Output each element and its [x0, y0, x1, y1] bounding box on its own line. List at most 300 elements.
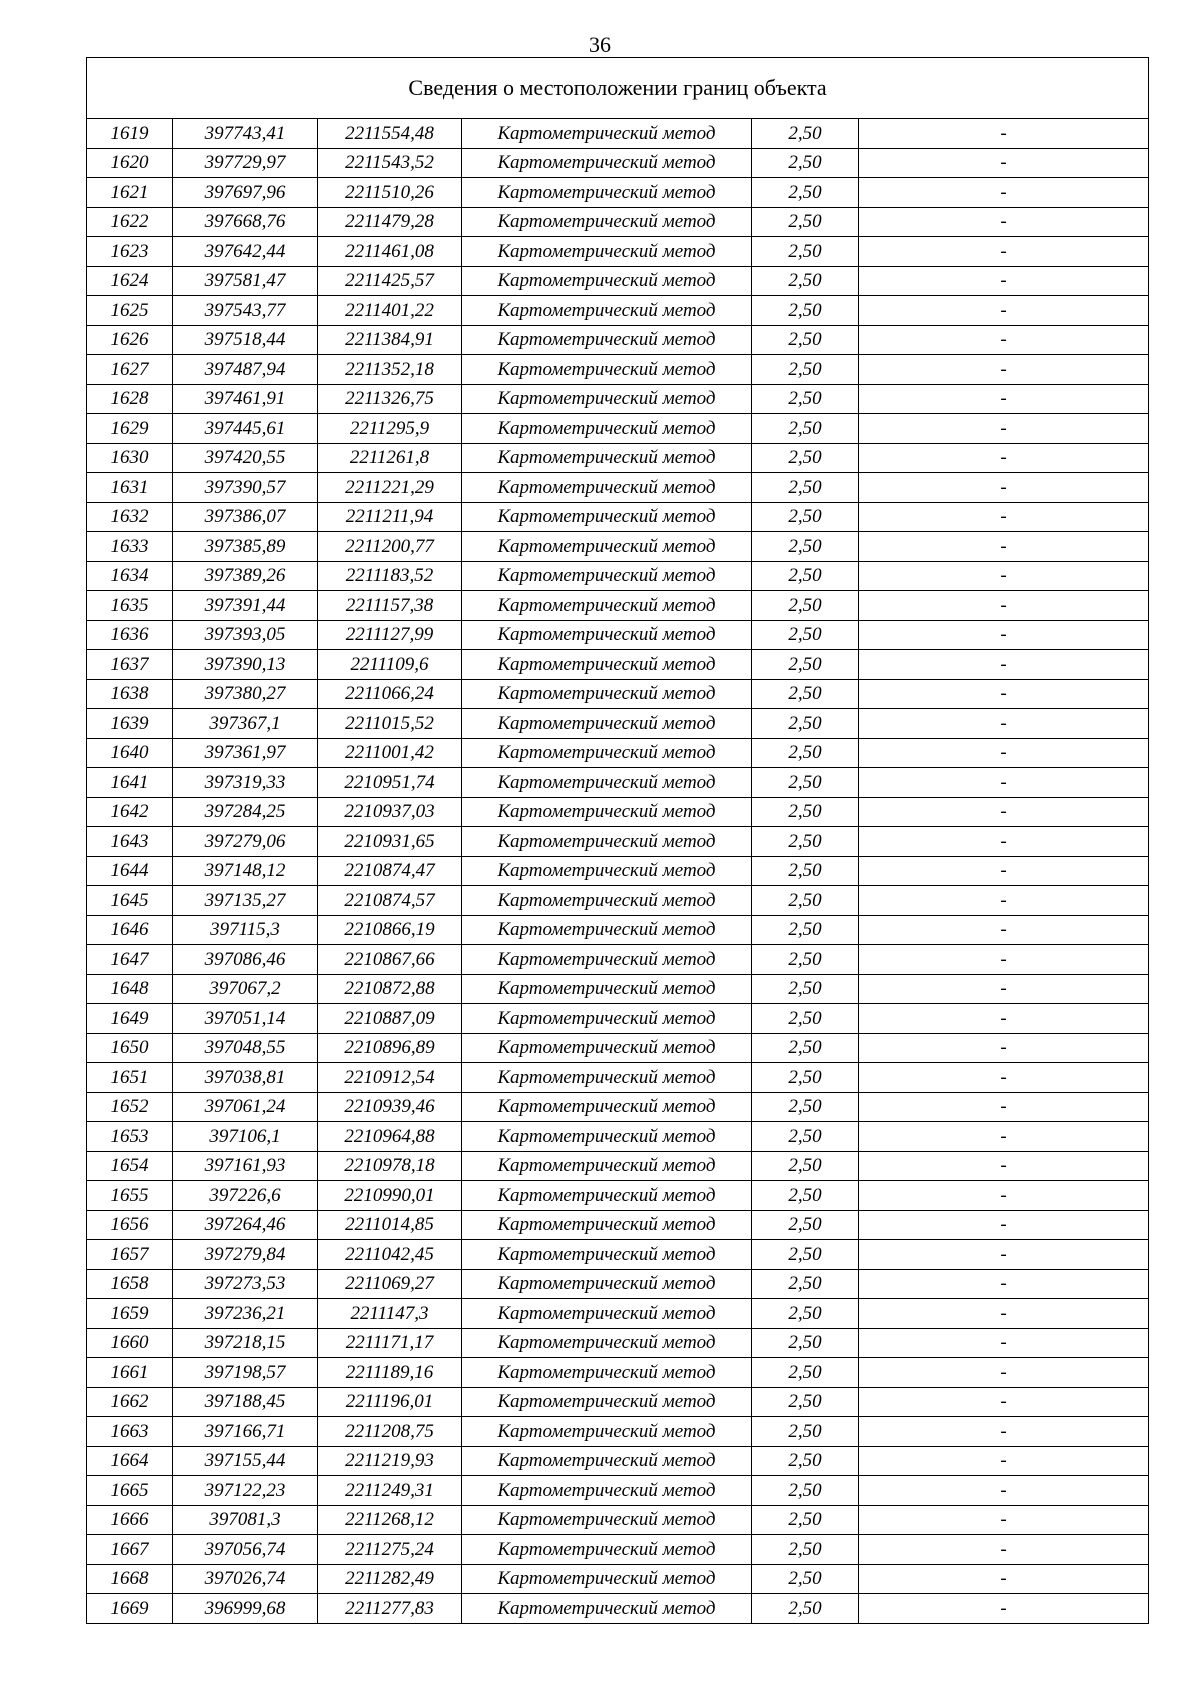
- y-coordinate-cell: 2211171,17: [318, 1328, 462, 1358]
- point-number-cell: 1665: [87, 1476, 173, 1506]
- x-coordinate-cell: 397279,84: [173, 1240, 318, 1270]
- description-cell: -: [859, 1535, 1149, 1565]
- description-cell: -: [859, 650, 1149, 680]
- method-cell: Картометрический метод: [462, 650, 752, 680]
- method-cell: Картометрический метод: [462, 1476, 752, 1506]
- accuracy-cell: 2,50: [752, 945, 859, 975]
- table-row: [87, 886, 1149, 916]
- description-cell: -: [859, 561, 1149, 591]
- point-number-cell: 1639: [87, 709, 173, 739]
- method-cell: Картометрический метод: [462, 1063, 752, 1093]
- accuracy-cell: 2,50: [752, 974, 859, 1004]
- y-coordinate-cell: 2211200,77: [318, 532, 462, 562]
- accuracy-cell: 2,50: [752, 709, 859, 739]
- x-coordinate-cell: 397056,74: [173, 1535, 318, 1565]
- table-row: [87, 502, 1149, 532]
- table-row: [87, 237, 1149, 267]
- point-number-cell: 1664: [87, 1446, 173, 1476]
- table-row: [87, 679, 1149, 709]
- x-coordinate-cell: 397106,1: [173, 1122, 318, 1152]
- method-cell: Картометрический метод: [462, 148, 752, 178]
- table-row: [87, 827, 1149, 857]
- method-cell: Картометрический метод: [462, 768, 752, 798]
- description-cell: -: [859, 532, 1149, 562]
- method-cell: Картометрический метод: [462, 679, 752, 709]
- table-row: [87, 1328, 1149, 1358]
- y-coordinate-cell: 2211014,85: [318, 1210, 462, 1240]
- description-cell: -: [859, 1446, 1149, 1476]
- y-coordinate-cell: 2211219,93: [318, 1446, 462, 1476]
- accuracy-cell: 2,50: [752, 296, 859, 326]
- table-row: [87, 1535, 1149, 1565]
- table-row: [87, 1151, 1149, 1181]
- description-cell: -: [859, 797, 1149, 827]
- y-coordinate-cell: 2211249,31: [318, 1476, 462, 1506]
- method-cell: Картометрический метод: [462, 1181, 752, 1211]
- y-coordinate-cell: 2211268,12: [318, 1505, 462, 1535]
- x-coordinate-cell: 397668,76: [173, 207, 318, 237]
- table-row: [87, 620, 1149, 650]
- point-number-cell: 1630: [87, 443, 173, 473]
- point-number-cell: 1633: [87, 532, 173, 562]
- point-number-cell: 1631: [87, 473, 173, 503]
- x-coordinate-cell: 397385,89: [173, 532, 318, 562]
- description-cell: -: [859, 384, 1149, 414]
- y-coordinate-cell: 2211401,22: [318, 296, 462, 326]
- point-number-cell: 1645: [87, 886, 173, 916]
- method-cell: Картометрический метод: [462, 1210, 752, 1240]
- accuracy-cell: 2,50: [752, 1033, 859, 1063]
- x-coordinate-cell: 397461,91: [173, 384, 318, 414]
- accuracy-cell: 2,50: [752, 148, 859, 178]
- accuracy-cell: 2,50: [752, 1328, 859, 1358]
- y-coordinate-cell: 2210912,54: [318, 1063, 462, 1093]
- method-cell: Картометрический метод: [462, 414, 752, 444]
- description-cell: -: [859, 827, 1149, 857]
- method-cell: Картометрический метод: [462, 473, 752, 503]
- description-cell: -: [859, 679, 1149, 709]
- x-coordinate-cell: 397389,26: [173, 561, 318, 591]
- x-coordinate-cell: 397218,15: [173, 1328, 318, 1358]
- description-cell: -: [859, 1004, 1149, 1034]
- x-coordinate-cell: 397048,55: [173, 1033, 318, 1063]
- description-cell: -: [859, 1594, 1149, 1624]
- description-cell: -: [859, 1358, 1149, 1388]
- x-coordinate-cell: 397061,24: [173, 1092, 318, 1122]
- accuracy-cell: 2,50: [752, 502, 859, 532]
- x-coordinate-cell: 397236,21: [173, 1299, 318, 1329]
- table-row: [87, 119, 1149, 149]
- y-coordinate-cell: 2211282,49: [318, 1564, 462, 1594]
- x-coordinate-cell: 397518,44: [173, 325, 318, 355]
- table-row: [87, 1181, 1149, 1211]
- x-coordinate-cell: 397445,61: [173, 414, 318, 444]
- y-coordinate-cell: 2211109,6: [318, 650, 462, 680]
- description-cell: -: [859, 207, 1149, 237]
- description-cell: -: [859, 768, 1149, 798]
- y-coordinate-cell: 2211326,75: [318, 384, 462, 414]
- table-row: [87, 1358, 1149, 1388]
- table-title: Сведения о местоположении границ объекта: [87, 58, 1149, 119]
- point-number-cell: 1624: [87, 266, 173, 296]
- table-row: [87, 532, 1149, 562]
- description-cell: -: [859, 355, 1149, 385]
- table-row: [87, 1594, 1149, 1624]
- table-row: [87, 561, 1149, 591]
- point-number-cell: 1657: [87, 1240, 173, 1270]
- y-coordinate-cell: 2211221,29: [318, 473, 462, 503]
- x-coordinate-cell: 397188,45: [173, 1387, 318, 1417]
- description-cell: -: [859, 1122, 1149, 1152]
- y-coordinate-cell: 2210896,89: [318, 1033, 462, 1063]
- x-coordinate-cell: 397487,94: [173, 355, 318, 385]
- point-number-cell: 1666: [87, 1505, 173, 1535]
- y-coordinate-cell: 2211425,57: [318, 266, 462, 296]
- x-coordinate-cell: 397319,33: [173, 768, 318, 798]
- x-coordinate-cell: 397226,6: [173, 1181, 318, 1211]
- method-cell: Картометрический метод: [462, 1564, 752, 1594]
- accuracy-cell: 2,50: [752, 1387, 859, 1417]
- description-cell: -: [859, 1210, 1149, 1240]
- point-number-cell: 1640: [87, 738, 173, 768]
- accuracy-cell: 2,50: [752, 178, 859, 208]
- method-cell: Картометрический метод: [462, 443, 752, 473]
- accuracy-cell: 2,50: [752, 1476, 859, 1506]
- x-coordinate-cell: 397135,27: [173, 886, 318, 916]
- accuracy-cell: 2,50: [752, 237, 859, 267]
- y-coordinate-cell: 2211295,9: [318, 414, 462, 444]
- y-coordinate-cell: 2211147,3: [318, 1299, 462, 1329]
- x-coordinate-cell: 397155,44: [173, 1446, 318, 1476]
- description-cell: -: [859, 178, 1149, 208]
- point-number-cell: 1653: [87, 1122, 173, 1152]
- y-coordinate-cell: 2211352,18: [318, 355, 462, 385]
- y-coordinate-cell: 2211196,01: [318, 1387, 462, 1417]
- point-number-cell: 1667: [87, 1535, 173, 1565]
- accuracy-cell: 2,50: [752, 620, 859, 650]
- x-coordinate-cell: 397273,53: [173, 1269, 318, 1299]
- method-cell: Картометрический метод: [462, 738, 752, 768]
- description-cell: -: [859, 1299, 1149, 1329]
- x-coordinate-cell: 397390,13: [173, 650, 318, 680]
- accuracy-cell: 2,50: [752, 591, 859, 621]
- description-cell: -: [859, 591, 1149, 621]
- x-coordinate-cell: 397642,44: [173, 237, 318, 267]
- method-cell: Картометрический метод: [462, 355, 752, 385]
- accuracy-cell: 2,50: [752, 384, 859, 414]
- table-row: [87, 650, 1149, 680]
- point-number-cell: 1619: [87, 119, 173, 149]
- description-cell: -: [859, 709, 1149, 739]
- x-coordinate-cell: 396999,68: [173, 1594, 318, 1624]
- table-row: [87, 1505, 1149, 1535]
- table-row: [87, 1299, 1149, 1329]
- description-cell: -: [859, 473, 1149, 503]
- y-coordinate-cell: 2211157,38: [318, 591, 462, 621]
- table-row: [87, 1387, 1149, 1417]
- accuracy-cell: 2,50: [752, 1564, 859, 1594]
- accuracy-cell: 2,50: [752, 1446, 859, 1476]
- point-number-cell: 1620: [87, 148, 173, 178]
- table-row: [87, 266, 1149, 296]
- point-number-cell: 1661: [87, 1358, 173, 1388]
- point-number-cell: 1658: [87, 1269, 173, 1299]
- y-coordinate-cell: 2210872,88: [318, 974, 462, 1004]
- table-row: [87, 768, 1149, 798]
- y-coordinate-cell: 2211554,48: [318, 119, 462, 149]
- point-number-cell: 1652: [87, 1092, 173, 1122]
- y-coordinate-cell: 2211001,42: [318, 738, 462, 768]
- page-number: 36: [589, 32, 611, 57]
- y-coordinate-cell: 2210939,46: [318, 1092, 462, 1122]
- table-row: [87, 856, 1149, 886]
- x-coordinate-cell: 397067,2: [173, 974, 318, 1004]
- description-cell: -: [859, 1505, 1149, 1535]
- point-number-cell: 1629: [87, 414, 173, 444]
- point-number-cell: 1650: [87, 1033, 173, 1063]
- accuracy-cell: 2,50: [752, 561, 859, 591]
- method-cell: Картометрический метод: [462, 237, 752, 267]
- y-coordinate-cell: 2211461,08: [318, 237, 462, 267]
- description-cell: -: [859, 620, 1149, 650]
- method-cell: Картометрический метод: [462, 532, 752, 562]
- point-number-cell: 1668: [87, 1564, 173, 1594]
- accuracy-cell: 2,50: [752, 1181, 859, 1211]
- y-coordinate-cell: 2211275,24: [318, 1535, 462, 1565]
- point-number-cell: 1635: [87, 591, 173, 621]
- table-row: [87, 414, 1149, 444]
- x-coordinate-cell: 397122,23: [173, 1476, 318, 1506]
- x-coordinate-cell: 397391,44: [173, 591, 318, 621]
- table-row: [87, 1240, 1149, 1270]
- x-coordinate-cell: 397420,55: [173, 443, 318, 473]
- method-cell: Картометрический метод: [462, 207, 752, 237]
- description-cell: -: [859, 296, 1149, 326]
- description-cell: -: [859, 856, 1149, 886]
- y-coordinate-cell: 2211069,27: [318, 1269, 462, 1299]
- method-cell: Картометрический метод: [462, 827, 752, 857]
- description-cell: -: [859, 1417, 1149, 1447]
- point-number-cell: 1637: [87, 650, 173, 680]
- table-row: [87, 473, 1149, 503]
- x-coordinate-cell: 397697,96: [173, 178, 318, 208]
- method-cell: Картометрический метод: [462, 178, 752, 208]
- y-coordinate-cell: 2211543,52: [318, 148, 462, 178]
- x-coordinate-cell: 397051,14: [173, 1004, 318, 1034]
- x-coordinate-cell: 397743,41: [173, 119, 318, 149]
- method-cell: Картометрический метод: [462, 561, 752, 591]
- table-row: [87, 384, 1149, 414]
- accuracy-cell: 2,50: [752, 532, 859, 562]
- method-cell: Картометрический метод: [462, 620, 752, 650]
- description-cell: -: [859, 1387, 1149, 1417]
- method-cell: Картометрический метод: [462, 1269, 752, 1299]
- description-cell: -: [859, 1476, 1149, 1506]
- description-cell: -: [859, 502, 1149, 532]
- accuracy-cell: 2,50: [752, 1004, 859, 1034]
- y-coordinate-cell: 2211479,28: [318, 207, 462, 237]
- method-cell: Картометрический метод: [462, 591, 752, 621]
- x-coordinate-cell: 397361,97: [173, 738, 318, 768]
- accuracy-cell: 2,50: [752, 443, 859, 473]
- method-cell: Картометрический метод: [462, 856, 752, 886]
- method-cell: Картометрический метод: [462, 1446, 752, 1476]
- accuracy-cell: 2,50: [752, 1269, 859, 1299]
- description-cell: -: [859, 738, 1149, 768]
- x-coordinate-cell: 397115,3: [173, 915, 318, 945]
- description-cell: -: [859, 1328, 1149, 1358]
- point-number-cell: 1625: [87, 296, 173, 326]
- accuracy-cell: 2,50: [752, 207, 859, 237]
- table-row: [87, 1210, 1149, 1240]
- description-cell: -: [859, 1092, 1149, 1122]
- table-row: [87, 443, 1149, 473]
- accuracy-cell: 2,50: [752, 1505, 859, 1535]
- description-cell: -: [859, 1181, 1149, 1211]
- x-coordinate-cell: 397148,12: [173, 856, 318, 886]
- y-coordinate-cell: 2211066,24: [318, 679, 462, 709]
- y-coordinate-cell: 2210964,88: [318, 1122, 462, 1152]
- point-number-cell: 1622: [87, 207, 173, 237]
- table-row: [87, 1417, 1149, 1447]
- point-number-cell: 1654: [87, 1151, 173, 1181]
- table-row: [87, 148, 1149, 178]
- table-row: [87, 1063, 1149, 1093]
- y-coordinate-cell: 2211510,26: [318, 178, 462, 208]
- y-coordinate-cell: 2211127,99: [318, 620, 462, 650]
- x-coordinate-cell: 397166,71: [173, 1417, 318, 1447]
- point-number-cell: 1655: [87, 1181, 173, 1211]
- x-coordinate-cell: 397264,46: [173, 1210, 318, 1240]
- point-number-cell: 1662: [87, 1387, 173, 1417]
- description-cell: -: [859, 1564, 1149, 1594]
- accuracy-cell: 2,50: [752, 1535, 859, 1565]
- y-coordinate-cell: 2211261,8: [318, 443, 462, 473]
- description-cell: -: [859, 266, 1149, 296]
- method-cell: Картометрический метод: [462, 1299, 752, 1329]
- x-coordinate-cell: 397390,57: [173, 473, 318, 503]
- table-row: [87, 1033, 1149, 1063]
- method-cell: Картометрический метод: [462, 325, 752, 355]
- point-number-cell: 1643: [87, 827, 173, 857]
- accuracy-cell: 2,50: [752, 1151, 859, 1181]
- x-coordinate-cell: 397393,05: [173, 620, 318, 650]
- description-cell: -: [859, 1063, 1149, 1093]
- table-row: [87, 738, 1149, 768]
- method-cell: Картометрический метод: [462, 1387, 752, 1417]
- method-cell: Картометрический метод: [462, 1151, 752, 1181]
- y-coordinate-cell: 2210867,66: [318, 945, 462, 975]
- table-row: [87, 974, 1149, 1004]
- x-coordinate-cell: 397161,93: [173, 1151, 318, 1181]
- y-coordinate-cell: 2211015,52: [318, 709, 462, 739]
- table-row: [87, 1092, 1149, 1122]
- table-body: [87, 119, 1149, 1624]
- method-cell: Картометрический метод: [462, 945, 752, 975]
- x-coordinate-cell: 397386,07: [173, 502, 318, 532]
- x-coordinate-cell: 397198,57: [173, 1358, 318, 1388]
- description-cell: -: [859, 237, 1149, 267]
- description-cell: -: [859, 119, 1149, 149]
- method-cell: Картометрический метод: [462, 886, 752, 916]
- table-row: [87, 296, 1149, 326]
- accuracy-cell: 2,50: [752, 119, 859, 149]
- point-number-cell: 1651: [87, 1063, 173, 1093]
- point-number-cell: 1627: [87, 355, 173, 385]
- accuracy-cell: 2,50: [752, 886, 859, 916]
- y-coordinate-cell: 2211183,52: [318, 561, 462, 591]
- accuracy-cell: 2,50: [752, 1122, 859, 1152]
- y-coordinate-cell: 2210887,09: [318, 1004, 462, 1034]
- accuracy-cell: 2,50: [752, 355, 859, 385]
- table-row: [87, 709, 1149, 739]
- description-cell: -: [859, 974, 1149, 1004]
- x-coordinate-cell: 397581,47: [173, 266, 318, 296]
- table-row: [87, 1004, 1149, 1034]
- accuracy-cell: 2,50: [752, 1063, 859, 1093]
- y-coordinate-cell: 2210931,65: [318, 827, 462, 857]
- y-coordinate-cell: 2210874,57: [318, 886, 462, 916]
- method-cell: Картометрический метод: [462, 1328, 752, 1358]
- description-cell: -: [859, 945, 1149, 975]
- point-number-cell: 1641: [87, 768, 173, 798]
- accuracy-cell: 2,50: [752, 768, 859, 798]
- y-coordinate-cell: 2211208,75: [318, 1417, 462, 1447]
- point-number-cell: 1632: [87, 502, 173, 532]
- accuracy-cell: 2,50: [752, 473, 859, 503]
- method-cell: Картометрический метод: [462, 797, 752, 827]
- x-coordinate-cell: 397086,46: [173, 945, 318, 975]
- y-coordinate-cell: 2211384,91: [318, 325, 462, 355]
- y-coordinate-cell: 2210874,47: [318, 856, 462, 886]
- table-row: [87, 1122, 1149, 1152]
- accuracy-cell: 2,50: [752, 856, 859, 886]
- method-cell: Картометрический метод: [462, 1505, 752, 1535]
- table-row: [87, 945, 1149, 975]
- accuracy-cell: 2,50: [752, 827, 859, 857]
- point-number-cell: 1628: [87, 384, 173, 414]
- x-coordinate-cell: 397279,06: [173, 827, 318, 857]
- method-cell: Картометрический метод: [462, 296, 752, 326]
- accuracy-cell: 2,50: [752, 1299, 859, 1329]
- method-cell: Картометрический метод: [462, 974, 752, 1004]
- table-row: [87, 1564, 1149, 1594]
- description-cell: -: [859, 148, 1149, 178]
- method-cell: Картометрический метод: [462, 1004, 752, 1034]
- method-cell: Картометрический метод: [462, 1033, 752, 1063]
- accuracy-cell: 2,50: [752, 1358, 859, 1388]
- table-row: [87, 591, 1149, 621]
- description-cell: -: [859, 1033, 1149, 1063]
- accuracy-cell: 2,50: [752, 797, 859, 827]
- point-number-cell: 1644: [87, 856, 173, 886]
- point-number-cell: 1638: [87, 679, 173, 709]
- method-cell: Картометрический метод: [462, 1594, 752, 1624]
- x-coordinate-cell: 397729,97: [173, 148, 318, 178]
- accuracy-cell: 2,50: [752, 915, 859, 945]
- point-number-cell: 1634: [87, 561, 173, 591]
- point-number-cell: 1642: [87, 797, 173, 827]
- y-coordinate-cell: 2210951,74: [318, 768, 462, 798]
- table-header-row: [87, 58, 1149, 119]
- table-row: [87, 207, 1149, 237]
- point-number-cell: 1623: [87, 237, 173, 267]
- point-number-cell: 1656: [87, 1210, 173, 1240]
- accuracy-cell: 2,50: [752, 650, 859, 680]
- x-coordinate-cell: 397367,1: [173, 709, 318, 739]
- description-cell: -: [859, 443, 1149, 473]
- table-row: [87, 1269, 1149, 1299]
